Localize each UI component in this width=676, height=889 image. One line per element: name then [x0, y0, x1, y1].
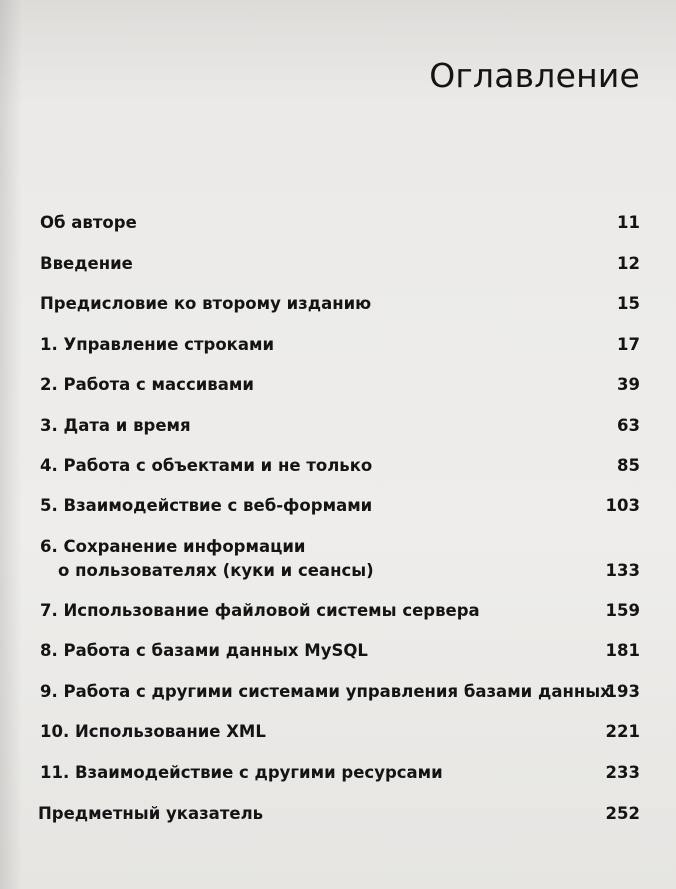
toc-entry-page: 252 — [605, 804, 640, 823]
toc-entry — [0, 254, 676, 282]
toc-entry-label: 7. Использование файловой системы сервера — [40, 601, 480, 620]
toc-entry-page: 15 — [617, 294, 640, 313]
toc-entry-label-line2: о пользователях (куки и сеансы) — [58, 561, 374, 580]
toc-entry — [0, 294, 676, 322]
toc-entry-label: 10. Использование XML — [40, 722, 266, 741]
toc-title: Оглавление — [429, 56, 640, 95]
toc-entry-page: 233 — [605, 763, 640, 782]
toc-entry — [0, 416, 676, 444]
toc-entry — [0, 682, 676, 710]
toc-entry — [0, 335, 676, 363]
toc-entry-page: 103 — [605, 496, 640, 515]
toc-entry — [0, 601, 676, 629]
toc-entry — [0, 375, 676, 403]
toc-entry — [0, 641, 676, 669]
toc-entry — [0, 496, 676, 524]
toc-entry-label: 4. Работа с объектами и не только — [40, 456, 373, 475]
toc-entry-label: 9. Работа с другими системами управления базами данных — [40, 682, 611, 701]
toc-entry-label: Введение — [40, 254, 133, 273]
toc-entry-page: 11 — [617, 213, 640, 232]
toc-entry-page: 133 — [605, 561, 640, 580]
toc-entry-page: 221 — [605, 722, 640, 741]
toc-entry-label: 2. Работа с массивами — [40, 375, 254, 394]
toc-entry-page: 85 — [617, 456, 640, 475]
toc-entry — [0, 763, 676, 791]
page-edge-shadow — [0, 0, 22, 889]
toc-entry-label: 6. Сохранение информации — [40, 537, 306, 556]
toc-entry-page: 63 — [617, 416, 640, 435]
toc-entry-label: 5. Взаимодействие с веб-формами — [40, 496, 373, 515]
toc-entry-page: 17 — [617, 335, 640, 354]
toc-entry-page: 181 — [605, 641, 640, 660]
toc-entry-page: 39 — [617, 375, 640, 394]
toc-entry-page: 12 — [617, 254, 640, 273]
toc-entry — [0, 456, 676, 484]
toc-entry-label: 11. Взаимодействие с другими ресурсами — [40, 763, 443, 782]
toc-entry — [0, 722, 676, 750]
toc-entry — [0, 804, 676, 832]
toc-entry-label: 1. Управление строками — [40, 335, 275, 354]
toc-entry-label: 3. Дата и время — [40, 416, 191, 435]
toc-entry-label: Предметный указатель — [38, 804, 264, 823]
toc-entry-page: 159 — [605, 601, 640, 620]
toc-entry-page: 193 — [605, 682, 640, 701]
toc-entry-label: Предисловие ко второму изданию — [40, 294, 372, 313]
toc-entry — [0, 213, 676, 241]
toc-entry-label: Об авторе — [40, 213, 137, 232]
toc-entry-label: 8. Работа с базами данных MySQL — [40, 641, 368, 660]
toc-entry — [0, 537, 676, 587]
